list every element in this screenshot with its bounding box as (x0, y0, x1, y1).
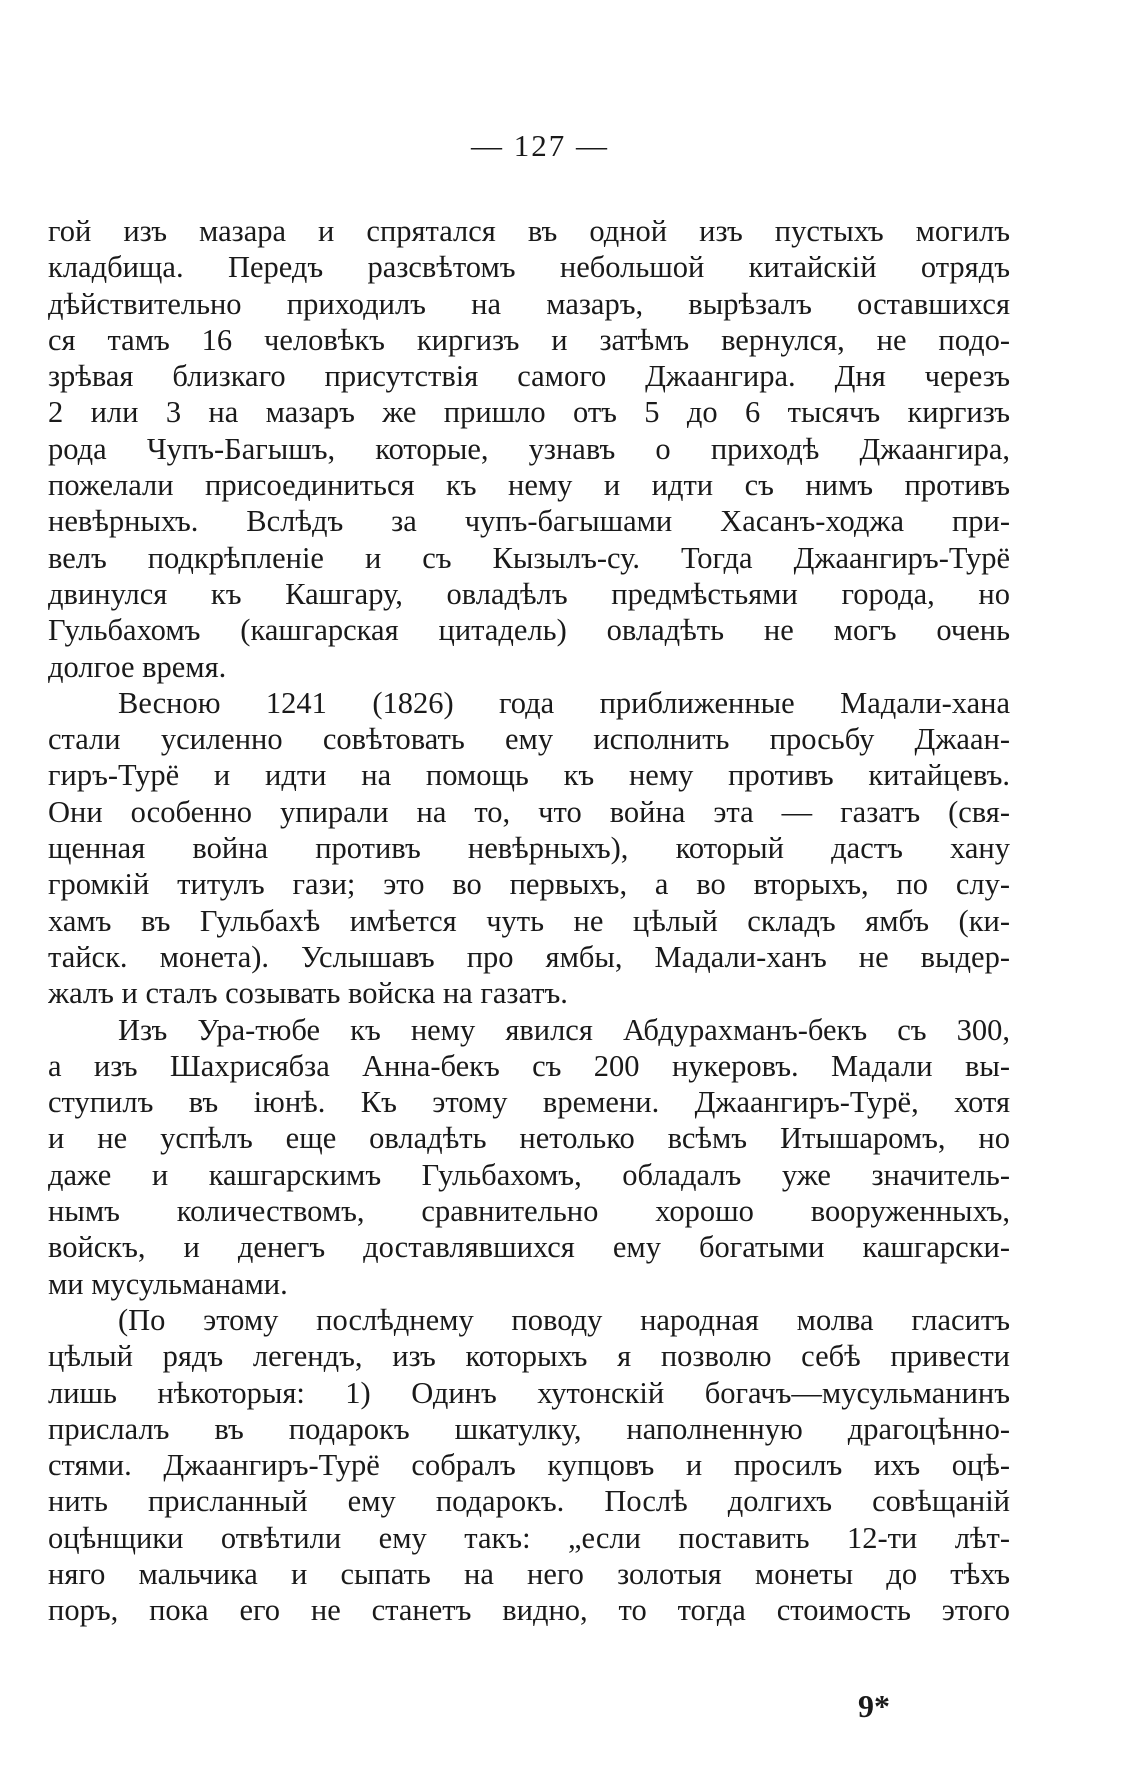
text-line: тайск. монета). Услышавъ про ямбы, Мадали-ханъ не выдер- (48, 939, 1010, 974)
text-line: гой изъ мазара и спрятался въ одной изъ пустыхъ могилъ (48, 214, 1010, 248)
text-line: даже и кашгарскимъ Гульбахомъ, обладалъ уже значитель- (48, 1157, 1010, 1192)
text-line: гиръ-Турё и идти на помощь къ нему противъ китайцевъ. (48, 758, 1010, 793)
text-line: войскъ, и денегъ доставлявшихся ему богатыми кашгарски- (48, 1230, 1010, 1265)
text-line: стали усиленно совѣтовать ему исполнить просьбу Джаан- (48, 722, 1010, 757)
text-line: рода Чупъ-Багышъ, которые, узнавъ о приходѣ Джаангира, (48, 431, 1010, 466)
text-line: громкій титулъ гази; это во первыхъ, а во вторыхъ, по слу- (48, 867, 1010, 902)
text-line: оцѣнщики отвѣтили ему такъ: „если поставить 12-ти лѣт- (48, 1520, 1010, 1555)
text-line: Весною 1241 (1826) года приближенные Мадали-хана (118, 685, 1010, 720)
text-line: велъ подкрѣпленіе и съ Кызылъ-су. Тогда Джаангиръ-Турё (48, 540, 1010, 575)
text-line: Они особенно упирали на то, что война эта — газатъ (свя- (48, 794, 1010, 829)
text-line: 2 или 3 на мазаръ же пришло отъ 5 до 6 тысячъ киргизъ (48, 395, 1010, 430)
text-line: нымъ количествомъ, сравнительно хорошо вооруженныхъ, (48, 1194, 1010, 1229)
text-line: цѣлый рядъ легендъ, изъ которыхъ я позволю себѣ привести (48, 1339, 1010, 1374)
page-number: — 127 — (471, 128, 609, 163)
text-line: няго мальчика и сыпать на него золотыя монеты до тѣхъ (48, 1556, 1010, 1591)
text-line: поръ, пока его не станетъ видно, то тогда стоимость этого (48, 1593, 1010, 1628)
text-line: невѣрныхъ. Вслѣдъ за чупъ-багышами Хасанъ-ходжа при- (48, 504, 1010, 539)
text-line: нить присланный ему подарокъ. Послѣ долгихъ совѣщаній (48, 1484, 1010, 1519)
text-line: дѣйствительно приходилъ на мазаръ, вырѣзалъ оставшихся (48, 286, 1010, 321)
text-line: жалъ и сталъ созывать войска на газатъ. (48, 976, 568, 1011)
text-line: хамъ въ Гульбахѣ имѣется чуть не цѣлый складъ ямбъ (ки- (48, 903, 1010, 938)
text-line: пожелали присоединиться къ нему и идти съ нимъ противъ (48, 468, 1010, 503)
text-line: а изъ Шахрисябза Анна-бекъ съ 200 нукеровъ. Мадали вы- (48, 1048, 1010, 1083)
text-line: ми мусульманами. (48, 1266, 288, 1301)
text-line: Изъ Ура-тюбе къ нему явился Абдурахманъ-бекъ съ 300, (118, 1012, 1010, 1047)
text-line: долгое время. (48, 649, 227, 684)
signature-mark: 9* (858, 1688, 890, 1724)
text-line: кладбища. Передъ разсвѣтомъ небольшой китайскій отрядъ (48, 250, 1010, 285)
text-line: лишь нѣкоторыя: 1) Одинъ хутонскій богачъ—мусульманинъ (48, 1375, 1010, 1410)
text-line: ступилъ въ іюнѣ. Къ этому времени. Джаангиръ-Турё, хотя (48, 1085, 1010, 1120)
text-line: прислалъ въ подарокъ шкатулку, наполненную драгоцѣнно- (48, 1411, 1010, 1446)
text-line: щенная война противъ невѣрныхъ), который дастъ хану (48, 831, 1010, 866)
text-line: двинулся къ Кашгару, овладѣлъ предмѣстьями города, но (48, 576, 1010, 611)
text-line: зрѣвая близкаго присутствія самого Джаангира. Дня черезъ (48, 359, 1010, 394)
text-line: стями. Джаангиръ-Турё собралъ купцовъ и просилъ ихъ оцѣ- (48, 1448, 1010, 1483)
text-line: и не успѣлъ еще овладѣть нетолько всѣмъ Итышаромъ, но (48, 1121, 1010, 1156)
text-line: Гульбахомъ (кашгарская цитадель) овладѣть не могъ очень (48, 613, 1010, 648)
body-text (48, 213, 1010, 1629)
text-line: (По этому послѣднему поводу народная молва гласитъ (118, 1302, 1010, 1337)
text-line: ся тамъ 16 человѣкъ киргизъ и затѣмъ вернулся, не подо- (48, 322, 1010, 357)
